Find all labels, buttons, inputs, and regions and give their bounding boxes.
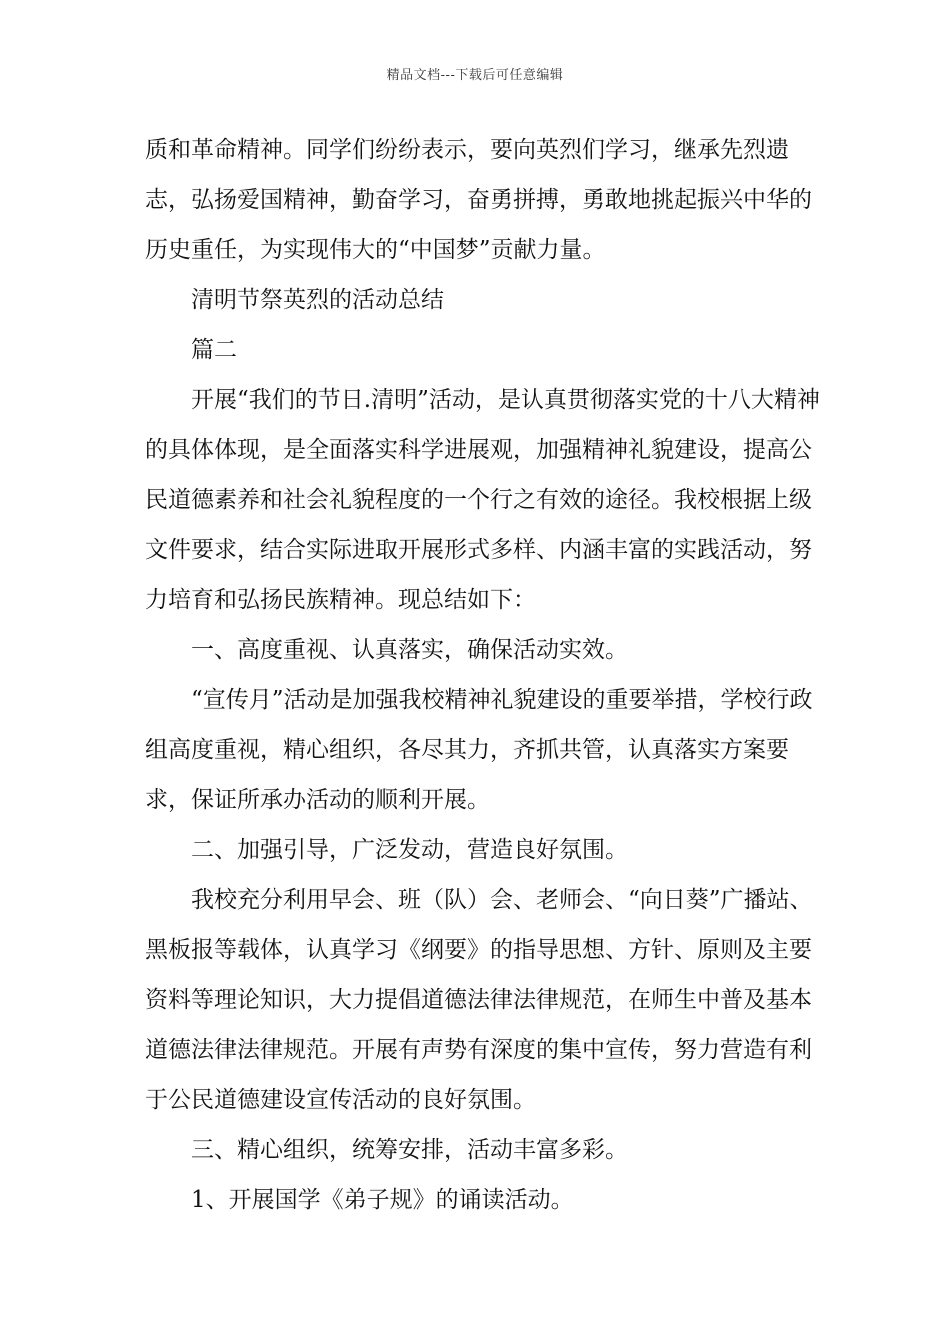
paragraph: 开展“我们的节日.清明”活动，是认真贯彻落实党的十八大精神的具体体现，是全面落实科学进展观，加强精神礼貌建设，提高公民道德素养和社会礼貌程度的一个行之有效的途径。我校根据上级文件要求，结合实际进取开展形式多样、内涵丰富的实践活动，努力培育和弘扬民族精神。现总结如下：: [145, 387, 820, 613]
list-item: 1、开展国学《弟子规》的诵读活动。: [191, 1187, 574, 1213]
paragraph: 我校充分利用早会、班（队）会、老师会、“向日葵”广播站、黑板报等载体，认真学习《纲要》的指导思想、方针、原则及主要资料等理论知识，大力提倡道德法律法律规范，在师生中普及基本道德法律法律规范。开展有声势有深度的集中宣传，努力营造有利于公民道德建设宣传活动的良好氛围。: [145, 887, 813, 1113]
paragraph: 质和革命精神。同学们纷纷表示，要向英烈们学习，继承先烈遗志，弘扬爱国精神，勤奋学习，奋勇拼搏，勇敢地挑起振兴中华的历史重任，为实现伟大的“中国梦”贡献力量。: [145, 137, 812, 263]
section-heading: 三、精心组织，统筹安排，活动丰富多彩。: [191, 1137, 628, 1163]
section-heading: 一、高度重视、认真落实，确保活动实效。: [191, 637, 628, 663]
document-body: [145, 125, 825, 1225]
paragraph: “宣传月”活动是加强我校精神礼貌建设的重要举措，学校行政组高度重视，精心组织，各尽其力，齐抓共管，认真落实方案要求，保证所承办活动的顺利开展。: [145, 687, 813, 813]
section-heading: 二、加强引导，广泛发动，营造良好氛围。: [191, 837, 628, 863]
section-subtitle: 篇二: [191, 337, 237, 363]
section-title: 清明节祭英烈的活动总结: [191, 287, 444, 313]
page-header: 精品文档---下载后可任意编辑: [386, 68, 564, 83]
